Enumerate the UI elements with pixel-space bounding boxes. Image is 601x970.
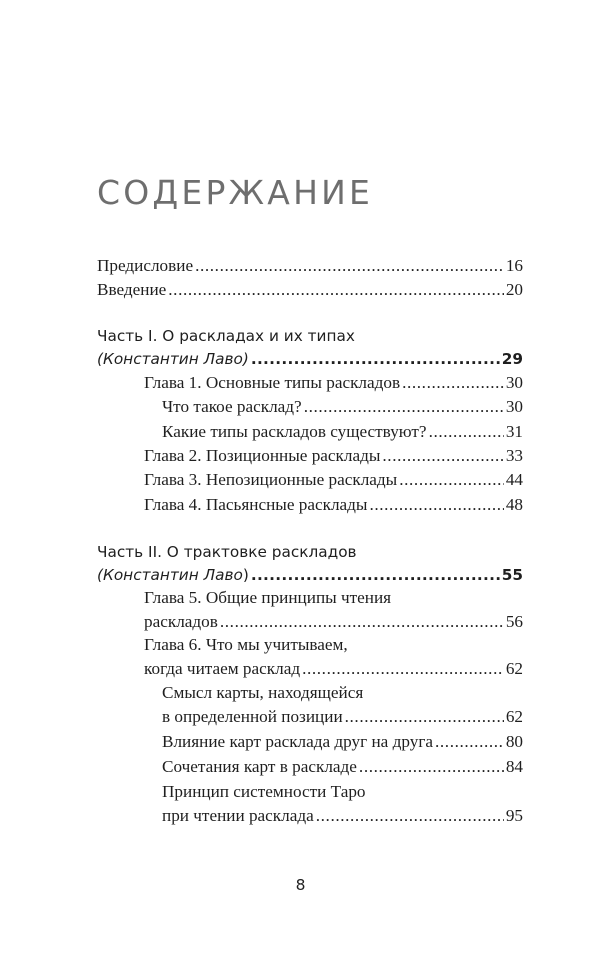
dot-leader [435,730,504,754]
part-1-author: (Константин Лаво) [97,350,249,368]
toc-entry-page: 29 [501,350,523,368]
toc-entry-page: 84 [505,757,523,776]
toc-entry-section [162,804,523,828]
dot-leader [359,755,504,779]
dot-leader [168,278,504,302]
toc-entry-page: 55 [501,566,523,584]
toc-entry-title: Какие типы раскладов существуют? [162,422,427,441]
toc-entry-chapter-6-line-1: Глава 6. Что мы учитываем, [144,635,348,654]
toc-entry-page: 62 [505,659,523,678]
toc-entry-chapter-1 [144,371,523,395]
toc-entry-title: Глава 1. Основные типы раскладов [144,373,401,392]
toc-entry-chapter-5 [144,610,523,634]
toc-entry-section [162,730,523,754]
toc-entry-title: Предисловие [97,256,194,275]
toc-entry-page: 56 [505,612,523,631]
toc-entry-page: 80 [505,732,523,751]
toc-entry-title: Сочетания карт в раскладе [162,757,357,776]
toc-entry-title: Введение [97,280,167,299]
toc-entry-preface [97,254,523,278]
dot-leader [195,254,504,278]
toc-entry-section [162,420,523,444]
toc-entry-chapter-6 [144,657,523,681]
part-2-author-name: (Константин Лаво [97,566,243,584]
toc-entry-page: 20 [505,280,523,299]
dot-leader [220,610,504,634]
part-2-author-entry [97,563,523,587]
dot-leader [399,468,504,492]
toc-entry-title: Глава 3. Непозиционные расклады [144,470,398,489]
dot-leader [302,657,504,681]
part-2-author-paren: ) [242,566,249,584]
toc-entry-section-line-1: Принцип системности Таро [162,782,366,801]
part-1-heading: Часть I. О раскладах и их типах [97,327,355,345]
toc-entry-page: 44 [505,470,523,489]
toc-entry-section [162,395,523,419]
dot-leader [304,395,504,419]
dot-leader [429,420,504,444]
dot-leader [369,493,503,517]
toc-entry-section-line-1: Смысл карты, находящейся [162,683,364,702]
toc-entry-page: 30 [505,373,523,392]
toc-entry-page: 16 [505,256,523,275]
toc-entry-page: 48 [505,495,523,514]
dot-leader [382,444,503,468]
part-2-heading: Часть II. О трактовке раскладов [97,543,357,561]
part-1-author-entry [97,347,523,371]
toc-entry-title: Что такое расклад? [162,397,302,416]
dot-leader [402,371,504,395]
toc-entry-title: когда читаем расклад [144,659,301,678]
toc-entry-page: 95 [505,806,523,825]
toc-entry-title: при чтении расклада [162,806,314,825]
dot-leader [316,804,504,828]
toc-entry-page: 33 [505,446,523,465]
toc-entry-section [162,705,523,729]
toc-entry-title: Глава 2. Позиционные расклады [144,446,381,465]
toc-entry-page: 30 [505,397,523,416]
toc-entry-chapter-3 [144,468,523,492]
toc-entry-chapter-4 [144,493,523,517]
toc-entry-section [162,755,523,779]
page-number: 8 [295,876,306,894]
toc-entry-title: в определенной позиции [162,707,343,726]
toc-entry-title: Глава 4. Пасьянсные расклады [144,495,368,514]
dot-leader [345,705,504,729]
toc-entry-page: 31 [505,422,523,441]
toc-entry-chapter-5-line-1: Глава 5. Общие принципы чтения [144,588,392,607]
toc-entry-title: раскладов [144,612,218,631]
toc-entry-title: Влияние карт расклада друг на друга [162,732,433,751]
dot-leader [251,347,500,371]
toc-entry-chapter-2 [144,444,523,468]
toc-entry-introduction [97,278,523,302]
part-2-author [97,563,249,587]
dot-leader [251,563,500,587]
toc-entry-page: 62 [505,707,523,726]
contents-heading: СОДЕРЖАНИЕ [97,173,374,212]
